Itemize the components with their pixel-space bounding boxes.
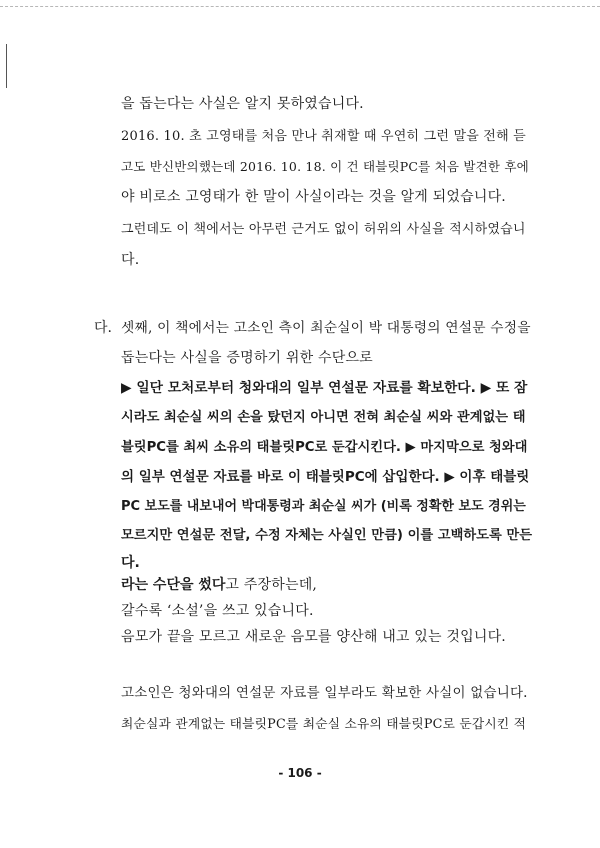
bold-fragment: 라는 수단을 썼다 (121, 577, 226, 593)
text-line: 음모가 끝을 모르고 새로운 음모를 양산해 내고 있는 것입니다. (121, 629, 506, 645)
text-line: 그런데도 이 책에서는 아무런 근거도 없이 허위의 사실을 적시하였습니 (121, 222, 526, 237)
bold-text-line: ▶ 일단 모처로부터 청와대의 일부 연설문 자료를 확보한다. ▶ 또 잠 (121, 380, 528, 396)
text-line: 돕는다는 사실을 증명하기 위한 수단으로 (121, 350, 373, 366)
page-number: - 106 - (278, 766, 322, 780)
bold-text-line: 다. (121, 555, 140, 571)
text-fragment: 고 주장하는데, (225, 577, 318, 593)
text-line: 을 돕는다는 사실은 알지 못하였습니다. (121, 96, 364, 112)
bold-text-line: 시라도 최순실 씨의 손을 탔던지 아니면 전혀 최순실 씨와 관계없는 태 (121, 410, 526, 425)
text-line: 갈수록 ‘소설’을 쓰고 있습니다. (121, 603, 314, 619)
text-line: 야 비로소 고영태가 한 말이 사실이라는 것을 알게 되었습니다. (121, 189, 506, 205)
scan-edge-left (6, 44, 7, 88)
bold-text-line: 의 일부 연설문 자료를 바로 이 태블릿PC에 삽입한다. ▶ 이후 태블릿 (121, 469, 530, 485)
text-line: 다. (121, 252, 140, 268)
text-line: 고소인은 청와대의 연설문 자료를 일부라도 확보한 사실이 없습니다. (121, 685, 528, 701)
bold-text-line: 블릿PC를 최씨 소유의 태블릿PC로 둔갑시킨다. ▶ 마지막으로 청와대 (121, 440, 528, 455)
section-marker: 다. (94, 320, 112, 336)
text-line: 셋째, 이 책에서는 고소인 측이 최순실이 박 대통령의 연설문 수정을 (121, 320, 531, 336)
bold-text-line: PC 보도를 내보내어 박대통령과 최순실 씨가 (비록 정확한 보도 경위는 (121, 499, 526, 514)
scan-edge-top (0, 6, 600, 7)
mixed-text-line (121, 575, 317, 595)
text-line: 2016. 10. 초 고영태를 처음 만나 취재할 때 우연히 그런 말을 전해 듣 (121, 129, 526, 144)
text-line: 최순실과 관계없는 태블릿PC를 최순실 소유의 태블릿PC로 둔갑시킨 적 (121, 717, 527, 732)
bold-text-line: 모르지만 연설문 전달, 수정 자체는 사실인 만큼) 이를 고백하도록 만든 (121, 528, 532, 543)
text-line: 고도 반신반의했는데 2016. 10. 18. 이 건 태블릿PC를 처음 발견한 후에 (121, 159, 529, 174)
